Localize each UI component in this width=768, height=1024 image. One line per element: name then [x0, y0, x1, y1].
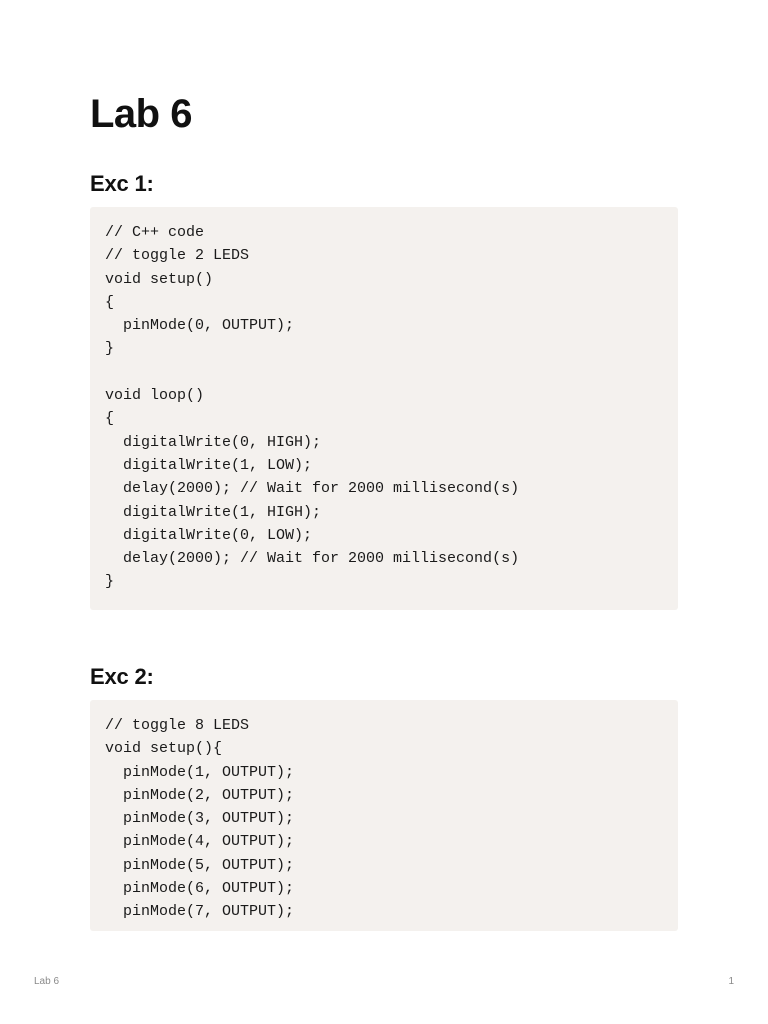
section-heading-exc-2: Exc 2:	[90, 664, 154, 689]
code-line	[105, 361, 662, 384]
footer-document-title: Lab 6	[34, 976, 60, 987]
code-block-exc-1	[90, 207, 678, 610]
code-line: }	[105, 573, 115, 591]
code-line: }	[105, 340, 115, 358]
code-line: digitalWrite(0, HIGH);	[105, 433, 322, 451]
code-line: pinMode(0, OUTPUT);	[105, 317, 295, 335]
code-line: pinMode(5, OUTPUT);	[105, 856, 295, 874]
code-line: {	[105, 410, 115, 428]
code-line: digitalWrite(1, HIGH);	[105, 503, 322, 521]
code-line: pinMode(3, OUTPUT);	[105, 810, 295, 828]
code-line: digitalWrite(0, LOW);	[105, 526, 313, 544]
code-line: void loop()	[105, 387, 205, 405]
page-title: Lab 6	[90, 92, 192, 136]
code-line: pinMode(4, OUTPUT);	[105, 833, 295, 851]
code-line: pinMode(1, OUTPUT);	[105, 763, 295, 781]
code-line: digitalWrite(1, LOW);	[105, 456, 313, 474]
code-line: // toggle 2 LEDS	[105, 247, 250, 265]
code-line: pinMode(2, OUTPUT);	[105, 786, 295, 804]
code-line: {	[105, 293, 115, 311]
code-block-exc-2	[90, 700, 678, 931]
code-line: delay(2000); // Wait for 2000 millisecond(s)	[105, 480, 520, 498]
code-line: delay(2000); // Wait for 2000 millisecond(s)	[105, 550, 520, 568]
code-line: // C++ code	[105, 224, 205, 241]
code-line: void setup(){	[105, 740, 223, 758]
code-line: void setup()	[105, 270, 214, 288]
code-line: pinMode(6, OUTPUT);	[105, 880, 295, 898]
footer-page-number: 1	[728, 976, 734, 987]
section-heading-exc-1: Exc 1:	[90, 171, 154, 196]
code-line: pinMode(7, OUTPUT);	[105, 903, 295, 921]
code-line: // toggle 8 LEDS	[105, 717, 250, 734]
